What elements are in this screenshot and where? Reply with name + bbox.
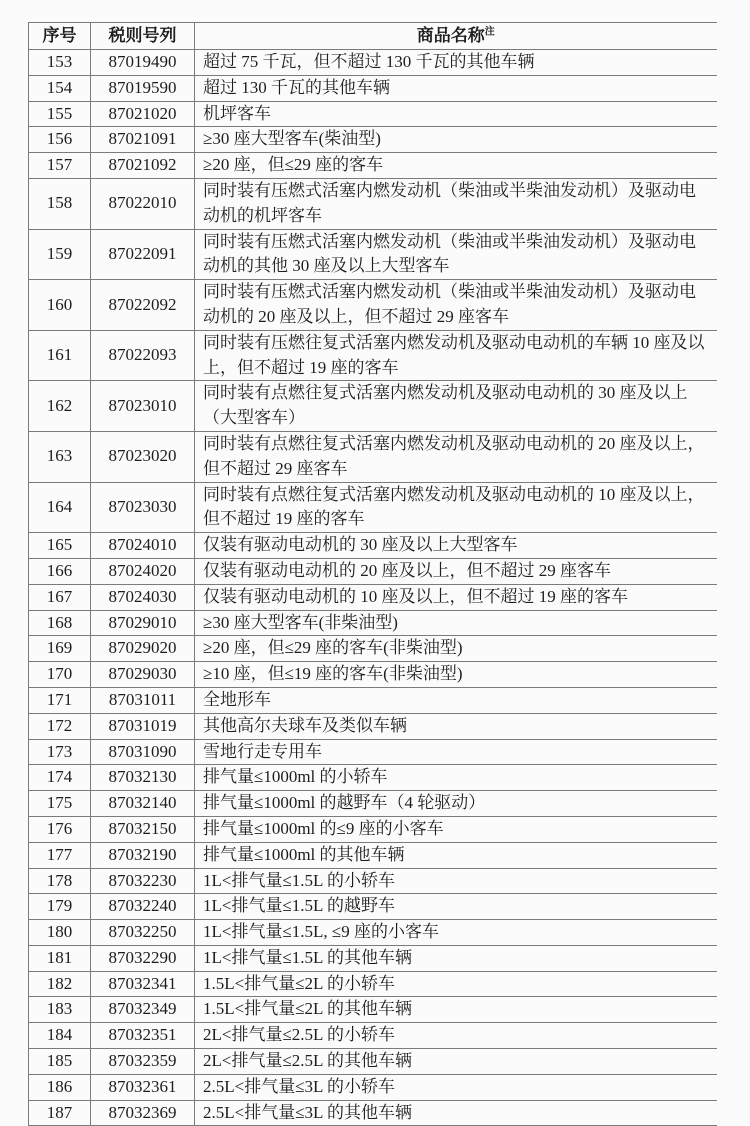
- tariff-code-cell: 87023030: [91, 482, 195, 533]
- product-name-cell: ≥30 座大型客车(柴油型): [195, 127, 717, 153]
- serial-number-cell: 164: [29, 482, 91, 533]
- table-row: [29, 533, 717, 559]
- tariff-code-cell: 87022091: [91, 229, 195, 280]
- tariff-code-cell: 87029030: [91, 662, 195, 688]
- serial-number-cell: 174: [29, 765, 91, 791]
- serial-number-cell: 175: [29, 791, 91, 817]
- product-name-cell: 1.5L<排气量≤2L 的小轿车: [195, 971, 717, 997]
- table-row: [29, 482, 717, 533]
- product-name-cell: 同时装有压燃往复式活塞内燃发动机及驱动电动机的车辆 10 座及以上，但不超过 19 座的客车: [195, 330, 717, 381]
- tariff-code-cell: 87024020: [91, 558, 195, 584]
- product-name-cell: 同时装有压燃式活塞内燃发动机（柴油或半柴油发动机）及驱动电动机的 20 座及以上，但不超过 29 座客车: [195, 280, 717, 331]
- product-name-cell: 机坪客车: [195, 101, 717, 127]
- tariff-code-cell: 87032290: [91, 945, 195, 971]
- product-name-cell: ≥10 座，但≤19 座的客车(非柴油型): [195, 662, 717, 688]
- table-row: [29, 894, 717, 920]
- tariff-code-cell: 87032359: [91, 1049, 195, 1075]
- serial-number-cell: 184: [29, 1023, 91, 1049]
- table-row: [29, 765, 717, 791]
- table-row: [29, 1023, 717, 1049]
- table-row: [29, 842, 717, 868]
- table-row: [29, 558, 717, 584]
- header-note-superscript: 注: [484, 26, 495, 38]
- product-name-cell: 雪地行走专用车: [195, 739, 717, 765]
- tariff-code-cell: 87023010: [91, 381, 195, 432]
- serial-number-cell: 167: [29, 584, 91, 610]
- tariff-code-cell: 87031090: [91, 739, 195, 765]
- table-row: [29, 178, 717, 229]
- tariff-code-cell: 87032349: [91, 997, 195, 1023]
- serial-number-cell: 182: [29, 971, 91, 997]
- col-header-product-name: [195, 23, 717, 50]
- tariff-code-cell: 87021092: [91, 153, 195, 179]
- product-name-label: 商品名称: [416, 26, 485, 45]
- tariff-code-cell: 87032240: [91, 894, 195, 920]
- table-row: [29, 610, 717, 636]
- product-name-cell: 1L<排气量≤1.5L, ≤9 座的小客车: [195, 920, 717, 946]
- serial-number-cell: 187: [29, 1100, 91, 1126]
- serial-number-cell: 162: [29, 381, 91, 432]
- serial-number-cell: 155: [29, 101, 91, 127]
- serial-number-cell: 173: [29, 739, 91, 765]
- serial-number-cell: 186: [29, 1074, 91, 1100]
- tariff-code-cell: 87029010: [91, 610, 195, 636]
- product-name-cell: ≥20 座，但≤29 座的客车: [195, 153, 717, 179]
- serial-number-cell: 180: [29, 920, 91, 946]
- tariff-code-cell: 87032190: [91, 842, 195, 868]
- table-row: [29, 816, 717, 842]
- tariff-code-cell: 87032230: [91, 868, 195, 894]
- serial-number-cell: 153: [29, 50, 91, 76]
- product-name-cell: 同时装有点燃往复式活塞内燃发动机及驱动电动机的 10 座及以上，但不超过 19 座的客车: [195, 482, 717, 533]
- product-name-cell: 2L<排气量≤2.5L 的小轿车: [195, 1023, 717, 1049]
- tariff-code-cell: 87019590: [91, 75, 195, 101]
- serial-number-cell: 183: [29, 997, 91, 1023]
- product-name-cell: 仅装有驱动电动机的 10 座及以上，但不超过 19 座的客车: [195, 584, 717, 610]
- tariff-code-cell: 87032369: [91, 1100, 195, 1126]
- serial-number-cell: 169: [29, 636, 91, 662]
- product-name-cell: 同时装有点燃往复式活塞内燃发动机及驱动电动机的 30 座及以上（大型客车）: [195, 381, 717, 432]
- tariff-code-cell: 87021020: [91, 101, 195, 127]
- product-name-cell: 同时装有点燃往复式活塞内燃发动机及驱动电动机的 20 座及以上，但不超过 29 座客车: [195, 431, 717, 482]
- table-row: [29, 1100, 717, 1126]
- serial-number-cell: 159: [29, 229, 91, 280]
- table-row: [29, 431, 717, 482]
- tariff-code-cell: 87032361: [91, 1074, 195, 1100]
- table-row: [29, 791, 717, 817]
- tariff-code-cell: 87031011: [91, 687, 195, 713]
- tariff-code-cell: 87032351: [91, 1023, 195, 1049]
- product-name-cell: 全地形车: [195, 687, 717, 713]
- product-name-cell: 1.5L<排气量≤2L 的其他车辆: [195, 997, 717, 1023]
- product-name-cell: 仅装有驱动电动机的 20 座及以上，但不超过 29 座客车: [195, 558, 717, 584]
- tariff-code-cell: 87031019: [91, 713, 195, 739]
- table-row: [29, 381, 717, 432]
- product-name-cell: 排气量≤1000ml 的越野车（4 轮驱动）: [195, 791, 717, 817]
- table-row: [29, 229, 717, 280]
- tariff-code-cell: 87024030: [91, 584, 195, 610]
- serial-number-cell: 176: [29, 816, 91, 842]
- product-name-cell: 仅装有驱动电动机的 30 座及以上大型客车: [195, 533, 717, 559]
- product-name-cell: 排气量≤1000ml 的≤9 座的小客车: [195, 816, 717, 842]
- table-header-row: [29, 23, 717, 50]
- table-row: [29, 1074, 717, 1100]
- table-row: [29, 997, 717, 1023]
- product-name-cell: 排气量≤1000ml 的其他车辆: [195, 842, 717, 868]
- serial-number-cell: 156: [29, 127, 91, 153]
- col-header-tariff-code: 税则号列: [91, 23, 195, 50]
- serial-number-cell: 181: [29, 945, 91, 971]
- serial-number-cell: 161: [29, 330, 91, 381]
- table-row: [29, 330, 717, 381]
- tariff-code-cell: 87032130: [91, 765, 195, 791]
- table-row: [29, 636, 717, 662]
- tariff-code-cell: 87032341: [91, 971, 195, 997]
- tariff-code-cell: 87021091: [91, 127, 195, 153]
- product-name-cell: 其他高尔夫球车及类似车辆: [195, 713, 717, 739]
- serial-number-cell: 166: [29, 558, 91, 584]
- col-header-serial: 序号: [29, 23, 91, 50]
- table-row: [29, 50, 717, 76]
- table-row: [29, 101, 717, 127]
- product-name-cell: ≥30 座大型客车(非柴油型): [195, 610, 717, 636]
- tariff-code-cell: 87032140: [91, 791, 195, 817]
- table-row: [29, 945, 717, 971]
- table-row: [29, 687, 717, 713]
- table-row: [29, 584, 717, 610]
- tariff-code-cell: 87022092: [91, 280, 195, 331]
- table-row: [29, 75, 717, 101]
- table-row: [29, 971, 717, 997]
- product-name-cell: 同时装有压燃式活塞内燃发动机（柴油或半柴油发动机）及驱动电动机的其他 30 座及以上大型客车: [195, 229, 717, 280]
- tariff-code-cell: 87022093: [91, 330, 195, 381]
- tariff-code-cell: 87029020: [91, 636, 195, 662]
- serial-number-cell: 185: [29, 1049, 91, 1075]
- product-name-cell: 2.5L<排气量≤3L 的小轿车: [195, 1074, 717, 1100]
- serial-number-cell: 177: [29, 842, 91, 868]
- table-row: [29, 1049, 717, 1075]
- table-row: [29, 662, 717, 688]
- tariff-code-cell: 87032150: [91, 816, 195, 842]
- serial-number-cell: 179: [29, 894, 91, 920]
- product-name-cell: 超过 75 千瓦，但不超过 130 千瓦的其他车辆: [195, 50, 717, 76]
- serial-number-cell: 171: [29, 687, 91, 713]
- tariff-code-cell: 87024010: [91, 533, 195, 559]
- table-row: [29, 868, 717, 894]
- serial-number-cell: 160: [29, 280, 91, 331]
- table-row: [29, 920, 717, 946]
- serial-number-cell: 178: [29, 868, 91, 894]
- serial-number-cell: 157: [29, 153, 91, 179]
- tariff-code-cell: 87023020: [91, 431, 195, 482]
- serial-number-cell: 165: [29, 533, 91, 559]
- table-row: [29, 713, 717, 739]
- product-name-cell: 1L<排气量≤1.5L 的小轿车: [195, 868, 717, 894]
- serial-number-cell: 158: [29, 178, 91, 229]
- serial-number-cell: 168: [29, 610, 91, 636]
- tariff-table: [28, 22, 717, 1126]
- product-name-cell: 超过 130 千瓦的其他车辆: [195, 75, 717, 101]
- table-row: [29, 739, 717, 765]
- product-name-cell: ≥20 座，但≤29 座的客车(非柴油型): [195, 636, 717, 662]
- table-row: [29, 153, 717, 179]
- table-body: [29, 50, 717, 1126]
- serial-number-cell: 154: [29, 75, 91, 101]
- tariff-code-cell: 87022010: [91, 178, 195, 229]
- product-name-cell: 1L<排气量≤1.5L 的其他车辆: [195, 945, 717, 971]
- product-name-cell: 1L<排气量≤1.5L 的越野车: [195, 894, 717, 920]
- table-row: [29, 280, 717, 331]
- table-row: [29, 127, 717, 153]
- serial-number-cell: 170: [29, 662, 91, 688]
- tariff-code-cell: 87019490: [91, 50, 195, 76]
- product-name-cell: 2.5L<排气量≤3L 的其他车辆: [195, 1100, 717, 1126]
- product-name-cell: 2L<排气量≤2.5L 的其他车辆: [195, 1049, 717, 1075]
- product-name-cell: 同时装有压燃式活塞内燃发动机（柴油或半柴油发动机）及驱动电动机的机坪客车: [195, 178, 717, 229]
- serial-number-cell: 172: [29, 713, 91, 739]
- serial-number-cell: 163: [29, 431, 91, 482]
- tariff-code-cell: 87032250: [91, 920, 195, 946]
- product-name-cell: 排气量≤1000ml 的小轿车: [195, 765, 717, 791]
